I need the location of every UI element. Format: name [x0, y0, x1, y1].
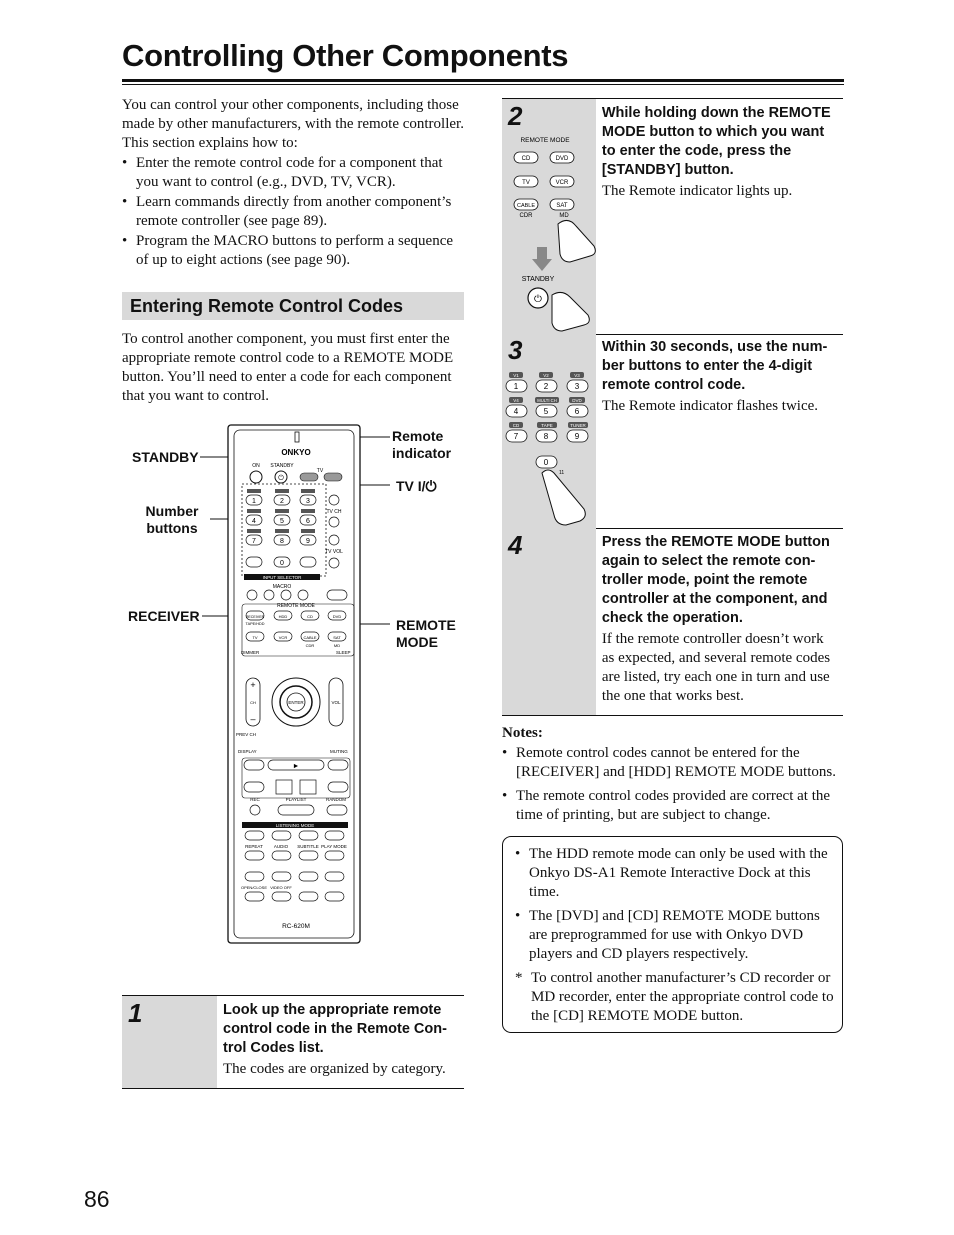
step-4: [502, 528, 843, 716]
tv-vol-label: TV VOL: [325, 549, 343, 555]
page-number: 86: [84, 1186, 110, 1212]
key-button: 4: [513, 407, 519, 416]
sleep-label: SLEEP: [336, 650, 351, 655]
on-label: ON: [252, 463, 260, 469]
svg-text:+: +: [250, 680, 256, 690]
step-heading: Within 30 seconds, use the num-ber buttons to enter the 4-digit remote control code.: [601, 339, 828, 393]
key-button: 9: [574, 432, 580, 441]
info-item: • The [DVD] and [CD] REMOTE MODE buttons are preprogrammed for use with Onkyo DVD players and CD players respectively.: [515, 907, 836, 964]
info-box: [502, 836, 843, 1033]
mode-button-cd[interactable]: CD: [307, 614, 313, 619]
note-item: • Remote control codes cannot be entered for the [RECEIVER] and [HDD] REMOTE MODE buttons.: [502, 744, 844, 782]
repeat-label: REPEAT: [245, 844, 263, 849]
footnote-text: To control another manufacturer’s CD recorder or MD recorder, enter the appropriate control code to the [CD] REMOTE MODE button.: [531, 970, 834, 1024]
step-number: 4: [508, 530, 523, 560]
vol-label: VOL: [331, 700, 341, 705]
callout-standby: STANDBY: [132, 449, 199, 465]
step-text: The Remote indicator flashes twice.: [601, 398, 819, 414]
listening-mode-label: LISTENING MODE: [275, 823, 315, 828]
mode-button-tv[interactable]: TV: [252, 635, 258, 640]
callout-receiver: RECEIVER: [128, 608, 200, 624]
title-rule: [122, 79, 844, 82]
step-heading: While holding down the REMOTE MODE button to which you want to enter the code, press the [STANDBY] button.: [601, 105, 831, 178]
notes-heading: Notes:: [502, 725, 543, 741]
ch-label: CH: [250, 700, 256, 705]
svg-text:1: 1: [252, 498, 256, 505]
tv-ch-label: TV CH: [326, 509, 342, 515]
section-text: To control another component, you must first enter the appropriate remote control code to a REMOTE MODE button. You’ll need to enter a code for each component that you want to control.: [122, 331, 454, 404]
sat-button: SAT: [556, 203, 568, 209]
step-heading: Press the REMOTE MODE button again to select the remote con-troller mode, point the remote controller at the component, and check the operation.: [601, 534, 830, 626]
step-3-number-cell: [502, 333, 596, 528]
subtitle-label: SUBTITLE: [297, 844, 319, 849]
md-label: MD: [333, 643, 341, 648]
intro-bullet: • Program the MACRO buttons to perform a sequence of up to eight actions (see page 90).: [122, 232, 467, 270]
callout-remote-mode: REMOTE MODE: [396, 617, 456, 650]
key-tag: V3: [574, 373, 580, 378]
page-title: Controlling Other Components: [122, 38, 569, 73]
svg-text:–: –: [250, 714, 256, 724]
mode-button-sat[interactable]: SAT: [333, 635, 341, 640]
callout-tv: TV I/⏻: [396, 478, 437, 494]
tv-label: TV: [316, 468, 324, 474]
step-1-number-cell: [122, 996, 217, 1088]
step-1: [122, 995, 464, 1089]
key-tag: TAPE: [541, 423, 553, 428]
step-heading: Look up the appropriate remote control code in the Remote Con-trol Codes list.: [223, 1002, 447, 1056]
step-2-number-cell: [502, 99, 596, 334]
dvd-button: DVD: [555, 156, 569, 162]
enter-label: ENTER: [288, 700, 304, 705]
svg-text:⏻: ⏻: [278, 475, 284, 482]
tv-button: TV: [522, 180, 530, 186]
intro-text: You can control your other components, including those made by other manufacturers, with the remote controller. This section explains how to:: [122, 97, 464, 151]
step-number: 2: [508, 101, 523, 131]
playlist-label: PLAYLIST: [285, 797, 307, 802]
video-off-label: VIDEO OFF: [270, 885, 292, 890]
remote-mode-label: REMOTE MODE: [520, 137, 570, 144]
md-label: MD: [559, 213, 569, 219]
prev-ch-label: PREV CH: [236, 732, 257, 737]
open-close-label: OPEN/CLOSE: [240, 885, 268, 890]
brand-label: ONKYO: [281, 448, 311, 457]
svg-text:3: 3: [306, 498, 310, 505]
step-2: [502, 98, 843, 335]
mode-button-receiver[interactable]: RECEIVER: [245, 615, 265, 619]
intro-bullets: [122, 154, 467, 270]
notes: [502, 724, 844, 826]
step-number: 3: [508, 335, 523, 365]
info-item: • The HDD remote mode can only be used with the Onkyo DS-A1 Remote Interactive Dock at this time.: [515, 845, 836, 902]
key-button: 1: [513, 382, 519, 391]
key-button: 3: [574, 382, 580, 391]
callout-remote-indicator: Remote indicator: [392, 428, 452, 461]
title-rule-thin: [122, 84, 844, 85]
svg-text:2: 2: [280, 498, 284, 505]
step-4-number-cell: [502, 528, 596, 715]
cdr-label: CDR: [519, 213, 533, 219]
mode-button-cable[interactable]: CABLE: [303, 635, 317, 640]
intro: [122, 96, 467, 271]
rec-label: REC: [250, 797, 260, 802]
key-tag: V1: [513, 373, 519, 378]
tape-hdd-label: TAPE/HDD: [245, 622, 265, 626]
audio-label: AUDIO: [273, 844, 289, 849]
step-text: The codes are organized by category.: [223, 1061, 446, 1077]
key-button: 7: [513, 432, 519, 441]
play-mode-label: PLAY MODE: [321, 844, 347, 849]
input-selector-label: INPUT SELECTOR: [262, 575, 302, 580]
intro-bullet: • Enter the remote control code for a component that you want to control (e.g., DVD, TV, VCR).: [122, 154, 467, 192]
key-tag: V4: [513, 398, 519, 403]
step-3: [502, 333, 843, 529]
key-button: 5: [543, 407, 549, 416]
svg-text:►: ►: [292, 763, 300, 770]
svg-text:0: 0: [280, 560, 284, 567]
mode-button-hdd[interactable]: HDD: [278, 614, 288, 619]
step-text: The Remote indicator lights up.: [601, 183, 793, 199]
standby-label: STANDBY: [521, 276, 555, 283]
random-label: RANDOM: [326, 797, 346, 802]
svg-text:8: 8: [280, 538, 284, 545]
step-3-illustration: [502, 333, 597, 528]
key-button: 2: [543, 382, 549, 391]
key-button-zero: 0: [543, 458, 549, 467]
cable-button: CABLE: [516, 203, 536, 209]
key-button: 6: [574, 407, 580, 416]
key-button: 8: [543, 432, 549, 441]
svg-text:7: 7: [252, 538, 256, 545]
remote-mode-label: REMOTE MODE: [277, 603, 315, 609]
mode-button-vcr[interactable]: VCR: [278, 635, 288, 640]
footnote-mark: *: [515, 970, 523, 986]
mode-button-dvd[interactable]: DVD: [332, 614, 342, 619]
dimmer-label: DIMMER: [241, 650, 260, 655]
key-tag: CD: [512, 423, 520, 428]
key-eleven-label: 11: [559, 470, 565, 476]
cdr-label: CDR: [305, 643, 315, 648]
callout-number-buttons: Number buttons: [145, 503, 199, 536]
svg-text:⏻: ⏻: [534, 294, 542, 305]
note-item: • The remote control codes provided are correct at the time of printing, but are subject to change.: [502, 787, 844, 825]
display-label: DISPLAY: [238, 749, 257, 754]
remote-controller-illustration: [120, 420, 470, 950]
step-number: 1: [128, 998, 143, 1028]
macro-label: MACRO: [272, 584, 292, 590]
section-heading: Entering Remote Control Codes: [122, 292, 464, 320]
cd-button: CD: [521, 156, 531, 162]
key-tag: TUNER: [570, 423, 586, 428]
step-2-illustration: [502, 99, 597, 334]
vcr-button: VCR: [555, 180, 569, 186]
svg-text:4: 4: [252, 518, 256, 525]
svg-text:5: 5: [280, 518, 284, 525]
key-tag: MULTI CH: [537, 398, 557, 403]
key-tag: DVD: [572, 398, 582, 403]
muting-label: MUTING: [330, 749, 348, 754]
key-tag: V2: [543, 373, 549, 378]
svg-text:9: 9: [306, 538, 310, 545]
model-label: RC-620M: [282, 923, 310, 930]
step-text: If the remote controller doesn’t work as expected, and several remote codes are listed, try each one in turn and use the one that works best.: [601, 631, 831, 704]
standby-label: STANDBY: [270, 463, 294, 469]
svg-text:6: 6: [306, 518, 310, 525]
intro-bullet: • Learn commands directly from another component’s remote controller (see page 89).: [122, 193, 467, 231]
